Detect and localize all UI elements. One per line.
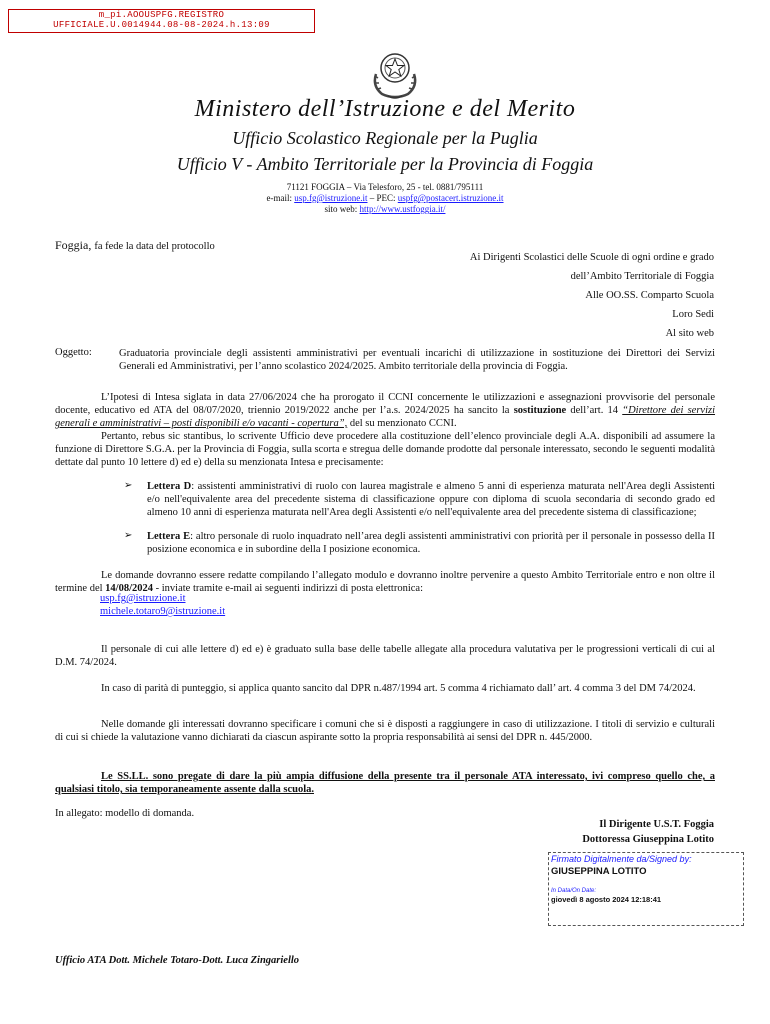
- email-link[interactable]: usp.fg@istruzione.it: [294, 193, 368, 203]
- subject-label: Oggetto:: [55, 347, 92, 358]
- recipient-line: Al sito web: [665, 328, 714, 339]
- protocol-stamp: [8, 9, 315, 33]
- p1-bold: sostituzione: [513, 405, 567, 416]
- bullet-lettera-d: [147, 480, 715, 519]
- office-website: [0, 204, 770, 215]
- regional-office-name: Ufficio Scolastico Regionale per la Puglia: [232, 128, 538, 148]
- office-address: 71121 FOGGIA – Via Telesforo, 25 - tel. 0881/795111: [286, 182, 484, 192]
- pec-prefix: – PEC:: [369, 193, 396, 203]
- city: Foggia,: [55, 238, 92, 252]
- protocol-stamp-line2: UFFICIALE.U.0014944.08-08-2024.h.13:09: [53, 20, 270, 30]
- signatory-title: Il Dirigente U.S.T. Foggia: [599, 819, 714, 830]
- paragraph-pertanto: Pertanto, rebus sic stantibus, lo scrivente Ufficio deve procedere alla costituzione dell’elenco provinciale degli A.A. disponibili ad assumere la funzione di Direttore S.G.A. per la Provincia di Foggia, sulla scorta e stregua delle domande prodotte dal personale interessato, secondo le seguenti modalità dettate dal punto 10 lettere d) ed e) della su menzionata Intesa e precisamente:: [55, 431, 715, 468]
- bullet-lettera-e: [147, 530, 715, 556]
- p3-text-a: Le domande dovranno essere redatte compilando l’allegato modulo e dovranno inoltre pervenire a questo Ambito Territoriale entro e non oltre il termine del: [55, 570, 715, 594]
- website-link[interactable]: http://www.ustfoggia.it/: [359, 204, 446, 214]
- bullet-arrow-icon: ➢: [124, 480, 133, 491]
- p1-text-b: dell’art. 14: [570, 405, 619, 416]
- signed-by-label: Firmato Digitalmente da/Signed by:: [551, 854, 692, 864]
- paragraph-diffusione: Le SS.LL. sono pregate di dare la più ampia diffusione della presente tra il personale ATA interessato, ivi compreso quello che, a qualsiasi titolo, sia temporaneamente assente dalla scuola.: [55, 771, 715, 795]
- pec-link[interactable]: uspfg@postacert.istruzione.it: [397, 193, 504, 203]
- bullet-d-label: Lettera D: [147, 481, 192, 492]
- bullet-d-text: : assistenti amministrativi di ruolo con laurea magistrale e almeno 5 anni di esperienza maturata nell'Area degli Assistenti e/o nell'equivalente area del precedente sistema di classificazione oppure con diploma di scuola secondaria di secondo grado ed almeno 10 anni di esperienza maturata nell'Area degli Assistenti e/o nell'equivalente area del precedente sistema di classificazione;: [147, 481, 716, 518]
- recipient-line: Alle OO.SS. Comparto Scuola: [585, 290, 714, 301]
- signed-date-label: In Data/On Date:: [551, 888, 597, 894]
- email-link-usp[interactable]: usp.fg@istruzione.it: [100, 593, 186, 604]
- paragraph-graduato: Il personale di cui alle lettere d) ed e) è graduato sulla base delle tabelle allegate alla procedura valutativa per le progressioni verticali di cui al D.M. 74/2024.: [55, 644, 715, 668]
- p1-quote: “Direttore dei servizi generali e amministrativi – posti disponibili e/o vacanti - copertura”,: [55, 405, 716, 429]
- deadline-date: 14/08/2024: [105, 583, 153, 594]
- bullet-e-label: Lettera E: [147, 531, 191, 542]
- italian-republic-emblem-icon: [368, 42, 422, 100]
- recipient-line: Ai Dirigenti Scolastici delle Scuole di ogni ordine e grado: [469, 252, 714, 263]
- attachment-note: In allegato: modello di domanda.: [55, 808, 195, 819]
- p1-text-a: L’Ipotesi di Intesa siglata in data 27/06/2024 che ha prorogato il CCNI concernente le utilizzazioni e assegnazioni provvisorie del personale docente, educativo ed ATA del 08/07/2020, triennio 2019/2022 anche per l’a.s. 2024/2025 ha sancito la: [55, 392, 715, 416]
- office-contacts: [0, 193, 770, 204]
- bullet-e-text: : altro personale di ruolo inquadrato nell’area degli assistenti amministrativi con priorità per il personale in possesso della II posizione economica e in subordine della I posizione economica.: [147, 531, 716, 555]
- local-office-name: Ufficio V - Ambito Territoriale per la Provincia di Foggia: [176, 154, 594, 174]
- signatory-name: Dottoressa Giuseppina Lotito: [582, 834, 714, 845]
- signed-date: giovedì 8 agosto 2024 12:18:41: [551, 895, 662, 904]
- paragraph-deadline: [55, 569, 715, 595]
- footer-office: Ufficio ATA Dott. Michele Totaro-Dott. Luca Zingariello: [55, 955, 300, 966]
- web-prefix: sito web:: [324, 204, 358, 214]
- paragraph-domande: Nelle domande gli interessati dovranno specificare i comuni che si è disposti a raggiungere in caso di utilizzazione. I titoli di servizio e culturali di cui si chiede la valutazione vanno dichiarati da ciascun aspirante sotto la propria responsabilità ai sensi del DPR n. 445/2000.: [55, 719, 715, 743]
- date-note: fa fede la data del protocollo: [94, 241, 215, 252]
- email-link-totaro[interactable]: michele.totaro9@istruzione.it: [100, 606, 226, 617]
- email-prefix: e-mail:: [266, 193, 292, 203]
- signed-by-name: GIUSEPPINA LOTITO: [551, 866, 647, 877]
- paragraph-parita: In caso di parità di punteggio, si applica quanto sancito dal DPR n.487/1994 art. 5 comma 4 richiamato dall’ art. 4 comma 3 del DM 74/2024.: [101, 683, 696, 694]
- ministry-name: Ministero dell’Istruzione e del Merito: [194, 96, 576, 122]
- bullet-arrow-icon: ➢: [124, 530, 133, 541]
- protocol-stamp-line1: m_pi.AOOUSPFG.REGISTRO: [98, 10, 225, 20]
- place-date: [55, 238, 215, 253]
- subject-text: Graduatoria provinciale degli assistenti amministrativi per eventuali incarichi di utilizzazione in sostituzione dei Direttori dei Servizi Generali ed Amministrativi, per l’anno scolastico 2024/2025. Ambito territoriale della provincia di Foggia.: [119, 348, 715, 372]
- paragraph-intesa: [55, 391, 715, 430]
- recipient-line: dell’Ambito Territoriale di Foggia: [570, 271, 714, 282]
- p3-text-b: - inviate tramite e-mail ai seguenti indirizzi di posta elettronica:: [155, 583, 423, 594]
- recipient-line: Loro Sedi: [672, 309, 714, 320]
- p1-text-c: del su menzionato CCNI.: [349, 418, 457, 429]
